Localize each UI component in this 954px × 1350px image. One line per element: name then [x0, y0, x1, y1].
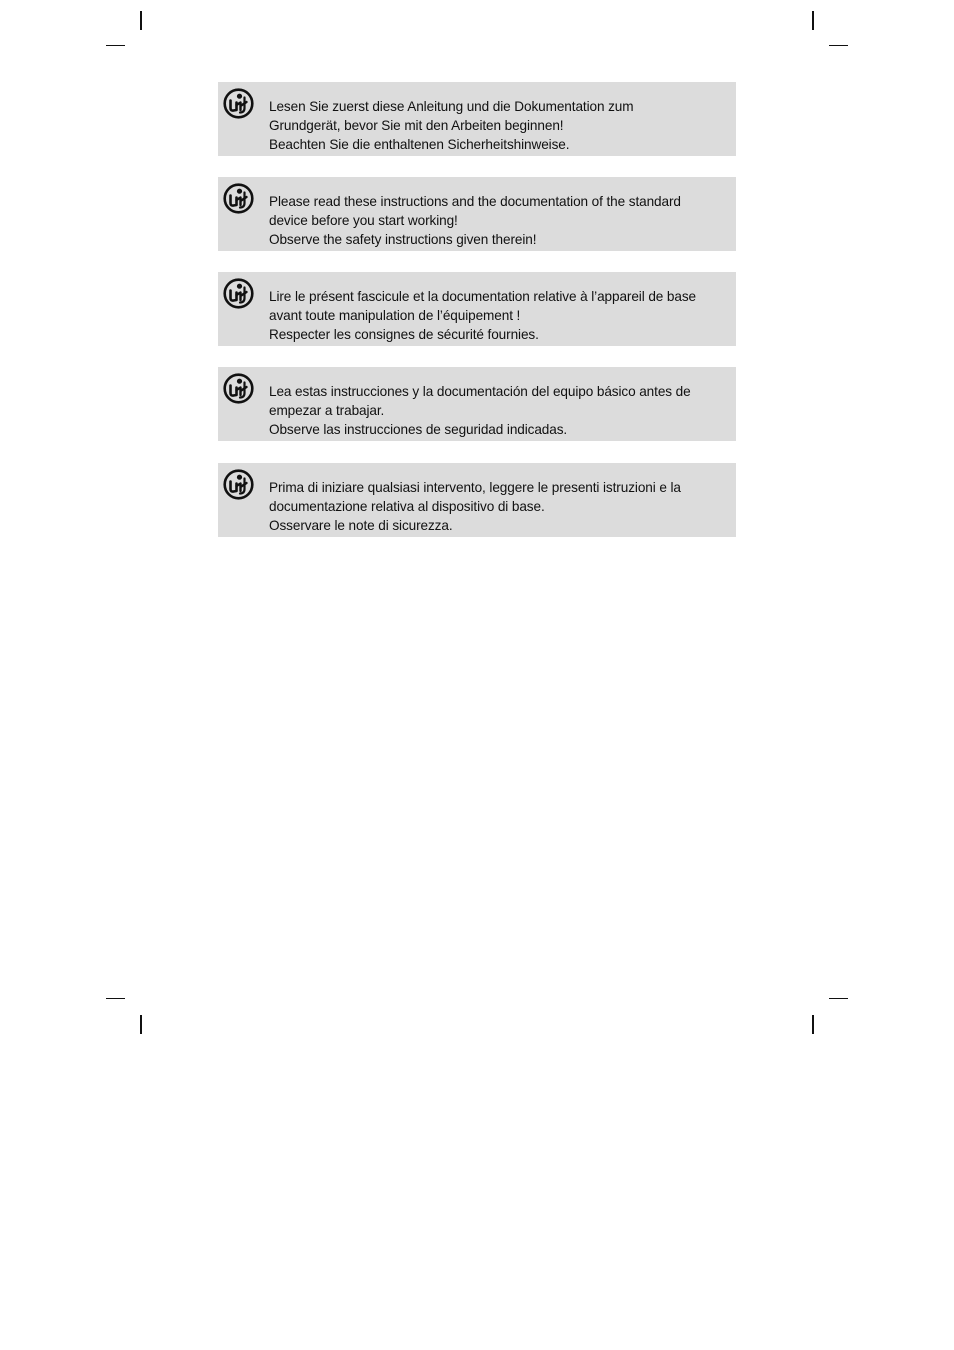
notice-line: documentazione relativa al dispositivo di base. [269, 498, 545, 514]
notice-text [269, 383, 729, 439]
notice-line: Observe the safety instructions given therein! [269, 231, 537, 247]
notice-line: Lesen Sie zuerst diese Anleitung und die Dokumentation zum [269, 99, 634, 114]
notice-box-fr [218, 272, 736, 346]
crop-mark-bottom-right-vertical [812, 1015, 814, 1034]
notice-line: Lea estas instrucciones y la documentación del equipo básico antes de [269, 384, 691, 399]
crop-mark-top-left-horizontal [106, 45, 125, 46]
crop-mark-top-right-vertical [812, 11, 814, 30]
read-manual-icon [223, 373, 254, 404]
notice-line: Beachten Sie die enthaltenen Sicherheitshinweise. [269, 136, 570, 152]
notice-line: Respecter les consignes de sécurité fournies. [269, 326, 539, 342]
notice-line: Osservare le note di sicurezza. [269, 517, 453, 533]
read-manual-icon [223, 278, 254, 309]
read-manual-icon [223, 88, 254, 119]
notice-text [269, 288, 729, 344]
crop-mark-bottom-left-horizontal [106, 998, 125, 999]
notice-box-de [218, 82, 736, 156]
notice-text [269, 98, 729, 154]
notice-text [269, 479, 729, 535]
read-manual-icon [223, 183, 254, 214]
notice-line: Lire le présent fascicule et la documentation relative à l’appareil de base [269, 289, 697, 304]
crop-mark-top-left-vertical [140, 11, 142, 30]
notice-line: Prima di iniziare qualsiasi intervento, leggere le presenti istruzioni e la [269, 480, 681, 495]
notice-line: avant toute manipulation de l’équipement ! [269, 307, 521, 323]
notice-line: Observe las instrucciones de seguridad indicadas. [269, 421, 568, 437]
notice-line: empezar a trabajar. [269, 402, 385, 418]
notice-text [269, 193, 729, 249]
notice-box-it [218, 463, 736, 537]
read-manual-icon [223, 469, 254, 500]
crop-mark-top-right-horizontal [829, 45, 848, 46]
crop-mark-bottom-right-horizontal [829, 998, 848, 999]
notice-line: Please read these instructions and the documentation of the standard [269, 194, 681, 209]
notice-box-en [218, 177, 736, 251]
notice-line: Grundgerät, bevor Sie mit den Arbeiten beginnen! [269, 117, 564, 133]
crop-mark-bottom-left-vertical [140, 1015, 142, 1034]
notice-box-es [218, 367, 736, 441]
notice-line: device before you start working! [269, 212, 458, 228]
